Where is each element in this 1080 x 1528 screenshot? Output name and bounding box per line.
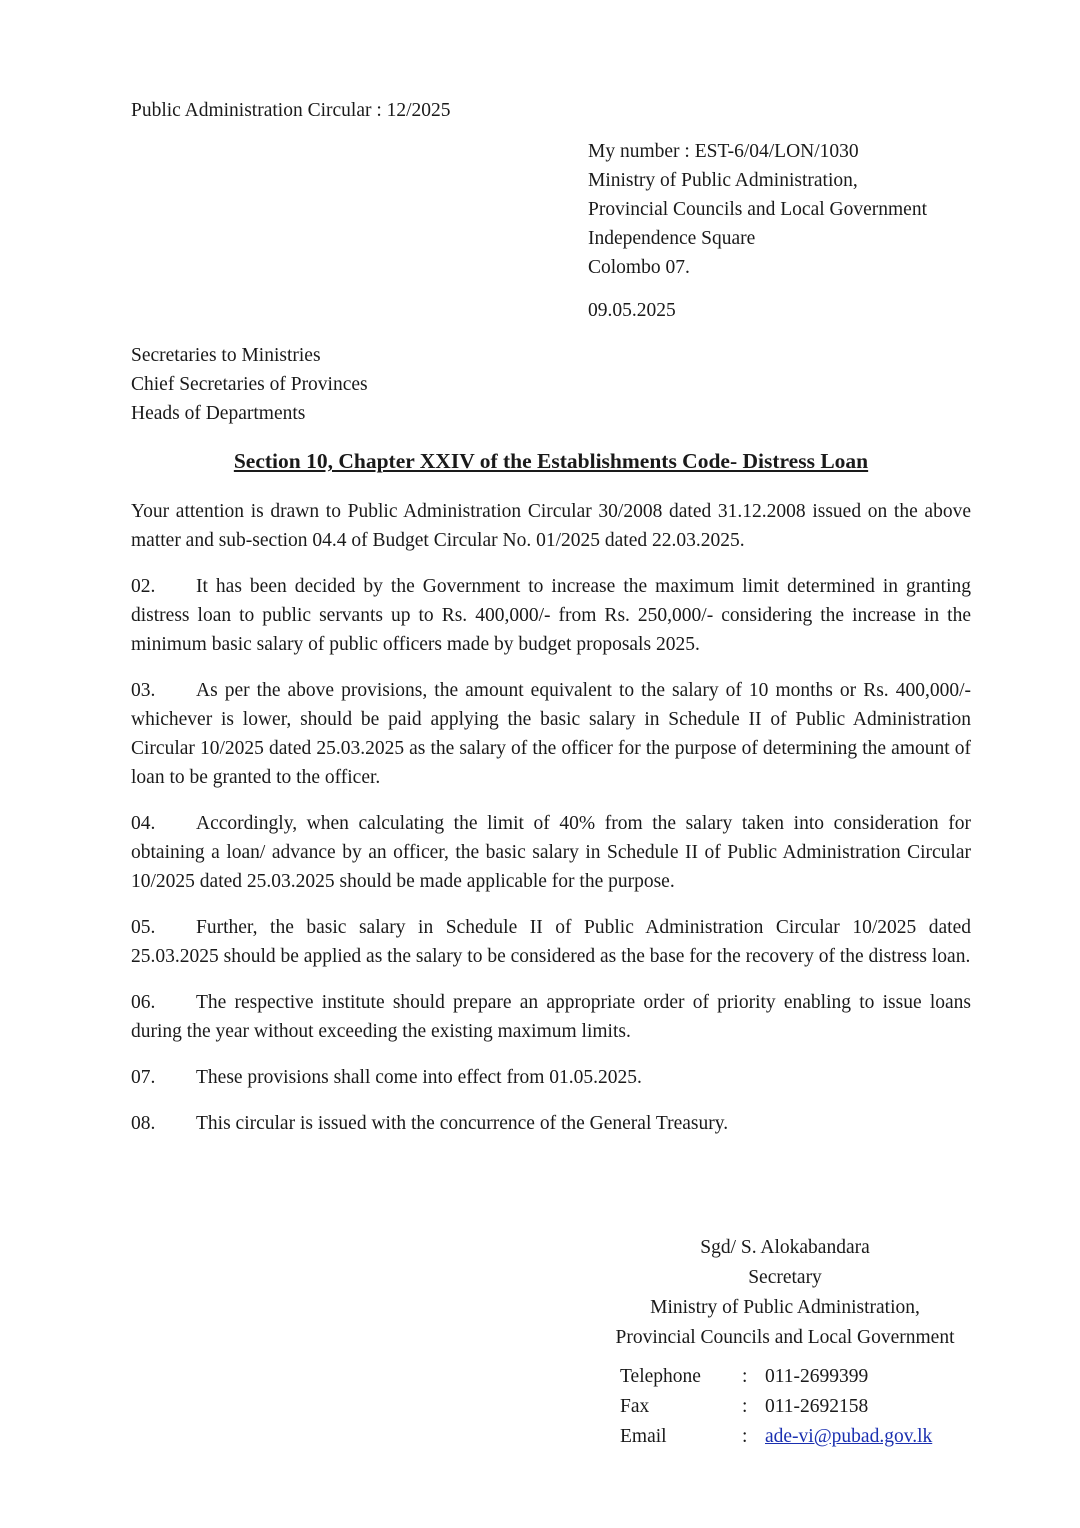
circular-body xyxy=(131,497,971,1155)
paragraph-number: 06. xyxy=(131,992,156,1013)
paragraph-text: These provisions shall come into effect from 01.05.2025. xyxy=(196,1067,642,1088)
contact-separator: : xyxy=(742,1396,748,1417)
sender-address-block xyxy=(588,137,927,282)
circular-date: 09.05.2025 xyxy=(588,300,676,321)
paragraph-text: As per the above provisions, the amount equivalent to the salary of 10 months or Rs. 400,000/- whichever is lower, should be paid applying the basic salary in Schedule II of Public Administration Circular 10/2025 dated 25.03.2025 as the salary of the officer for the purpose of determining the amount of loan to be granted to the officer. xyxy=(131,680,971,788)
paragraph-number: 03. xyxy=(131,680,156,701)
signatory-title: Secretary xyxy=(748,1267,822,1288)
paragraph xyxy=(131,988,971,1046)
sender-line: Ministry of Public Administration, xyxy=(588,170,858,191)
paragraph xyxy=(131,809,971,896)
paragraph xyxy=(131,1109,971,1138)
paragraph-text: The respective institute should prepare an appropriate order of priority enabling to issue loans during the year without exceeding the existing maximum limits. xyxy=(131,992,971,1042)
signatory-ministry: Ministry of Public Administration, xyxy=(650,1297,920,1318)
contact-label: Email xyxy=(620,1426,667,1447)
paragraph-text: It has been decided by the Government to increase the maximum limit determined in granting distress loan to public servants up to Rs. 400,000/- from Rs. 250,000/- considering the increase in the minimum basic salary of public officers made by budget proposals 2025. xyxy=(131,576,971,655)
contact-row-fax xyxy=(620,1392,932,1422)
signatory-name: Sgd/ S. Alokabandara xyxy=(700,1237,870,1258)
recipients-block xyxy=(131,341,368,428)
paragraph-text: Accordingly, when calculating the limit of 40% from the salary taken into consideration for obtaining a loan/ advance by an officer, the basic salary in Schedule II of Public Administration Circular 10/2025 dated 25.03.2025 should be made applicable for the purpose. xyxy=(131,813,971,892)
contact-separator: : xyxy=(742,1426,748,1447)
recipient-line: Heads of Departments xyxy=(131,403,306,424)
contact-block xyxy=(620,1362,932,1452)
circular-number: Public Administration Circular : 12/2025 xyxy=(131,100,451,121)
contact-row-telephone xyxy=(620,1362,932,1392)
intro-paragraph: Your attention is drawn to Public Administration Circular 30/2008 dated 31.12.2008 issued on the above matter and sub-section 04.4 of Budget Circular No. 01/2025 dated 22.03.2025. xyxy=(131,501,971,551)
recipient-line: Chief Secretaries of Provinces xyxy=(131,374,368,395)
recipient-line: Secretaries to Ministries xyxy=(131,345,321,366)
fax-value: 011-2692158 xyxy=(765,1396,869,1417)
paragraph-number: 05. xyxy=(131,917,156,938)
reference-number: My number : EST-6/04/LON/1030 xyxy=(588,141,859,162)
paragraph-number: 04. xyxy=(131,813,156,834)
paragraph-number: 02. xyxy=(131,576,156,597)
paragraph-text: This circular is issued with the concurrence of the General Treasury. xyxy=(196,1113,729,1134)
paragraph-number: 07. xyxy=(131,1067,156,1088)
contact-separator: : xyxy=(742,1366,748,1387)
paragraph xyxy=(131,676,971,792)
paragraph xyxy=(131,1063,971,1092)
signature-block xyxy=(583,1233,987,1353)
telephone-value: 011-2699399 xyxy=(765,1366,869,1387)
contact-label: Telephone xyxy=(620,1366,701,1387)
paragraph xyxy=(131,913,971,971)
sender-line: Independence Square xyxy=(588,228,756,249)
email-link[interactable]: ade-vi@pubad.gov.lk xyxy=(765,1426,933,1447)
contact-label: Fax xyxy=(620,1396,650,1417)
sender-line: Colombo 07. xyxy=(588,257,690,278)
paragraph xyxy=(131,572,971,659)
contact-row-email xyxy=(620,1422,932,1452)
sender-line: Provincial Councils and Local Government xyxy=(588,199,928,220)
circular-title: Section 10, Chapter XXIV of the Establishments Code- Distress Loan xyxy=(233,449,869,473)
paragraph-number: 08. xyxy=(131,1113,156,1134)
signatory-ministry: Provincial Councils and Local Government xyxy=(615,1327,955,1348)
paragraph-text: Further, the basic salary in Schedule II of Public Administration Circular 10/2025 dated 25.03.2025 should be applied as the salary to be considered as the base for the recovery of the distress loan. xyxy=(131,917,971,967)
